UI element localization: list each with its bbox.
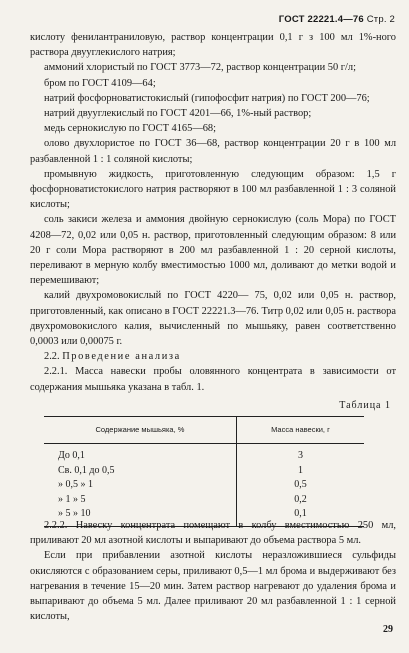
table-row — [44, 493, 364, 508]
arsenic-mass-table — [44, 416, 364, 527]
cell-content: » 0,5 » 1 — [44, 478, 236, 493]
column-header-content: Содержание мышьяка, % — [44, 417, 236, 444]
reagent-item: промывную жидкость, приготовленную следующим образом: 1,5 г фосфорноватистокислого натрия растворяют в 100 мл разбавленной 1 : 3 соляной кислоты; — [30, 168, 396, 211]
reagent-item: бром по ГОСТ 4109—64; — [44, 77, 156, 89]
table-caption: Таблица 1 — [339, 400, 391, 411]
column-header-mass: Масса навески, г — [236, 417, 364, 444]
section-heading — [30, 349, 396, 364]
section-number: 2.2. — [44, 351, 60, 363]
cell-content: До 0,1 — [44, 444, 236, 464]
cell-content: » 5 » 10 — [44, 507, 236, 526]
page-label: Стр. 2 — [366, 14, 395, 25]
cell-content: Св. 0,1 до 0,5 — [44, 464, 236, 479]
table-row — [44, 444, 364, 464]
reagent-item: медь сернокислую по ГОСТ 4165—68; — [44, 123, 216, 135]
table-row — [44, 464, 364, 479]
cell-content: » 1 » 5 — [44, 493, 236, 508]
reagent-item: аммоний хлористый по ГОСТ 3773—72, раствор концентрации 50 г/л; — [44, 62, 356, 74]
section-title: Проведение анализа — [62, 351, 181, 363]
reagent-item: натрий двууглекислый по ГОСТ 4201—66, 1%-ный раствор; — [44, 108, 312, 120]
cell-mass: 0,1 — [236, 507, 364, 526]
paragraph-2-2-2: 2.2.2. Навеску концентрата помещают в колбу вместимостью 250 мл, приливают 20 мл азотной кислоты и выпаривают до объема раствора 5 мл. — [30, 520, 396, 547]
procedure-text — [30, 518, 396, 624]
reagent-item: натрий фосфорноватистокислый (гипофосфит натрия) по ГОСТ 200—76; — [44, 92, 370, 104]
paragraph-bromine: Если при прибавлении азотной кислоты неразложившиеся сульфиды окисляются с образованием серы, приливают 0,5—1 мл брома и выдерживают без нагревания в течение 15—20 мин. Затем раствор нагревают до удаления брома и выпаривают до объема 5 мл. Далее приливают 20 мл разбавленной 1 : 1 серной кислоты, — [30, 550, 396, 623]
reagent-item: кислоту фенилантраниловую, раствор концентрации 0,1 г з 100 мл 1%-ного раствора двууглекислого натрия; — [30, 32, 396, 59]
cell-mass: 0,5 — [294, 479, 307, 491]
standard-number: ГОСТ 22221.4—76 — [278, 14, 364, 25]
page-number: 29 — [383, 624, 393, 635]
reagent-item: калий двухромовокислый по ГОСТ 4220— 75, 0,02 или 0,05 н. раствор, приготовленный, как описано в ГОСТ 22221.3—76. Титр 0,02 или 0,05 н. раствора двухромовокислого калия, вычисленный по мышьяку, равен соответственно 0,0003 или 0,00075 г. — [30, 290, 396, 348]
table-row — [44, 478, 364, 493]
table-header-row — [44, 417, 364, 444]
page-header — [279, 14, 395, 25]
reagent-item: олово двухлористое по ГОСТ 36—68, раствор концентрации 20 г в 100 мл разбавленной 1 : 1 соляной кислоты; — [30, 138, 396, 165]
reagents-list — [30, 30, 396, 395]
paragraph-2-2-1: 2.2.1. Масса навески пробы оловянного концентрата в зависимости от содержания мышьяка указана в табл. 1. — [30, 366, 396, 393]
reagent-item: соль закиси железа и аммония двойную сернокислую (соль Мора) по ГОСТ 4208—72, 0,02 или 0,05 н. раствор, приготовленный следующим образом: 8 или 20 г соли Мора растворяют в 200 мл разбавленной 1 : 20 серной кислоты, переливают в мерную колбу вместимостью 1000 мл, доливают до метки водой и перемешивают; — [30, 214, 396, 287]
cell-mass: 3 — [297, 450, 303, 461]
cell-mass: 1 — [297, 464, 303, 476]
cell-mass: 0,2 — [294, 493, 307, 505]
